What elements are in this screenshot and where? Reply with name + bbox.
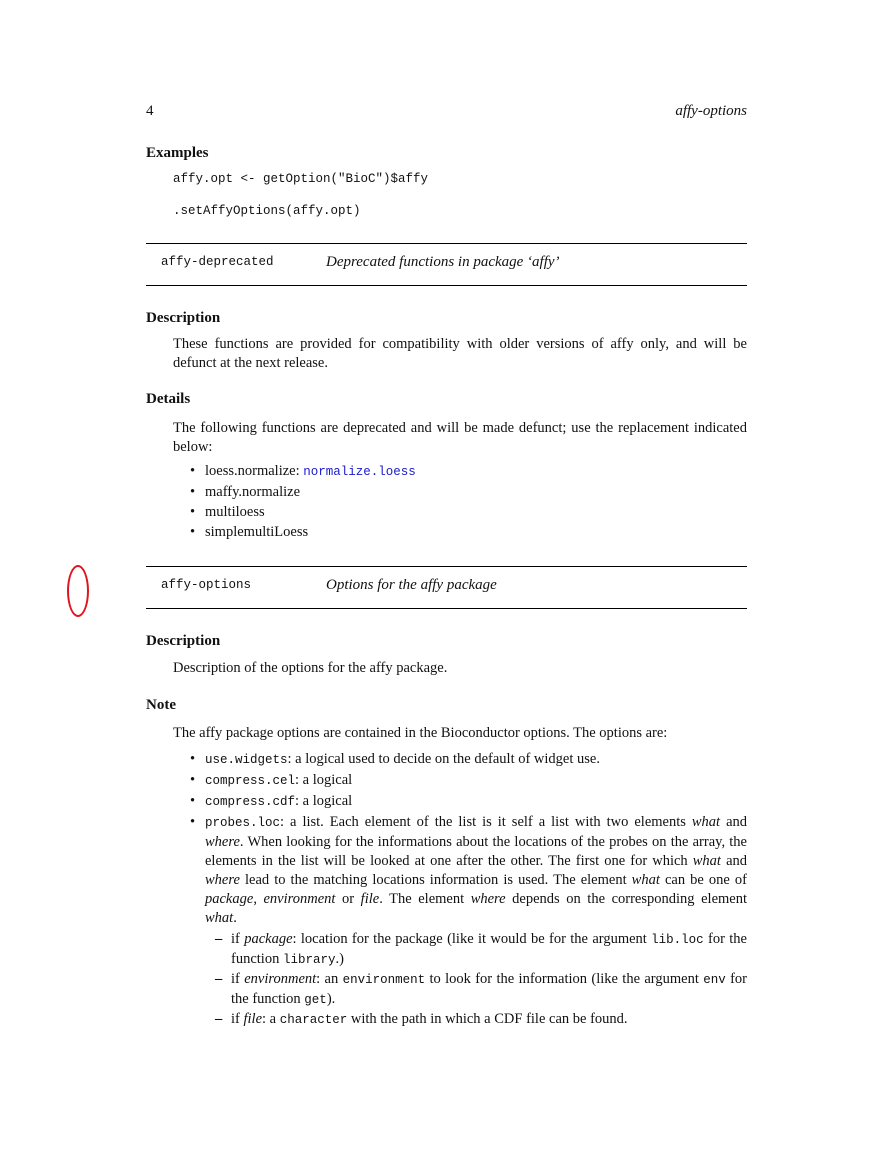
divider bbox=[146, 285, 747, 286]
probes-loc-sublist bbox=[205, 930, 747, 1030]
note-text: The affy package options are contained in the Bioconductor options. The options are: bbox=[173, 725, 668, 741]
entry-title-options: Options for the affy package bbox=[326, 577, 497, 593]
list-item: • maffy.normalize bbox=[173, 483, 747, 502]
divider bbox=[146, 566, 747, 567]
list-item-probes-loc: • probes.loc: a list. Each element of the list is it self a list with two elements what and where. When looking for the informations about the locations of the probes on the array, the elements in the list will be looked at one after the other. The first one for which what and where lead to the matching locations information is used. The element what can be one of package, environment or file. The element where depends on the corresponding element what. – if package: location for the package (like it would be for the argument lib.loc for the function library.) – if environment: an environment to look for the information (like the argument env for the function get). – if file: a character with the path in which a CDF file can be found. bbox=[173, 813, 747, 1030]
description-text: These functions are provided for compatibility with older versions of affy only, and will be defunct at the next release. bbox=[173, 336, 747, 371]
code-line-1: affy.opt <- getOption("BioC")$affy bbox=[173, 172, 429, 186]
list-item: • compress.cdf: a logical bbox=[173, 792, 747, 812]
sublist-item: – if file: a character with the path in which a CDF file can be found. bbox=[205, 1010, 747, 1030]
entry-name-deprecated: affy-deprecated bbox=[161, 255, 274, 269]
divider bbox=[146, 243, 747, 244]
list-item: • loess.normalize: normalize.loess bbox=[173, 462, 747, 482]
note-heading: Note bbox=[146, 697, 176, 713]
description-heading: Description bbox=[146, 633, 221, 649]
entry-title-deprecated: Deprecated functions in package ‘affy’ bbox=[326, 254, 560, 270]
description-text: Description of the options for the affy package. bbox=[173, 660, 448, 676]
normalize-loess-link[interactable]: normalize.loess bbox=[303, 465, 416, 479]
running-title: affy-options bbox=[675, 103, 747, 119]
list-item: • simplemultiLoess bbox=[173, 523, 747, 542]
list-item: • compress.cel: a logical bbox=[173, 771, 747, 791]
divider bbox=[146, 608, 747, 609]
deprecated-list bbox=[173, 462, 747, 543]
page-number: 4 bbox=[146, 103, 154, 119]
options-list bbox=[173, 750, 747, 1031]
sublist-item: – if package: location for the package (like it would be for the argument lib.loc for the function library.) bbox=[205, 930, 747, 970]
sublist-item: – if environment: an environment to look for the information (like the argument env for the function get). bbox=[205, 970, 747, 1010]
entry-name-options: affy-options bbox=[161, 578, 252, 592]
description-heading: Description bbox=[146, 310, 221, 326]
code-line-2: .setAffyOptions(affy.opt) bbox=[173, 204, 361, 218]
details-text: The following functions are deprecated and will be made defunct; use the replacement indicated below: bbox=[173, 420, 747, 455]
list-item: • use.widgets: a logical used to decide on the default of widget use. bbox=[173, 750, 747, 770]
details-heading: Details bbox=[146, 391, 191, 407]
list-item: • multiloess bbox=[173, 503, 747, 522]
red-ellipse-annotation bbox=[67, 565, 89, 617]
examples-heading: Examples bbox=[146, 145, 209, 161]
